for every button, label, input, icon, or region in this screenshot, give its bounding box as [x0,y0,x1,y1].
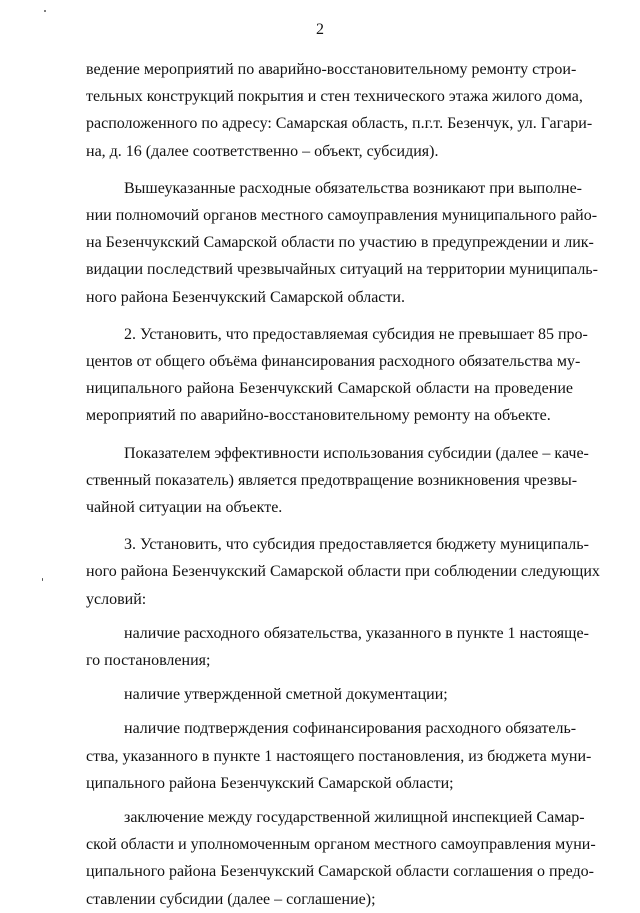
text-line: видации последствий чрезвычайных ситуаций на территории муниципаль- [86,261,598,279]
text-line: на, д. 16 (далее соответственно – объект, субсидия). [86,142,439,160]
text-line: ственный показатель) является предотвращение возникновения чрезвы- [86,471,578,489]
text-line: расположенного по адресу: Самарская область, п.г.т. Безенчук, ул. Гагари- [86,115,593,133]
text-line: ного района Безенчукский Самарской области. [86,288,405,306]
text-line: ставлении субсидии (далее – соглашение); [86,890,376,908]
text-line: го постановления; [86,652,211,670]
text-line: ного района Безенчукский Самарской области при соблюдении следующих [86,563,600,581]
text-line: наличие подтверждения софинансирования расходного обязатель- [124,720,577,738]
paragraph-continuation [86,56,593,165]
text-line: тельных конструкций покрытия и стен технического этажа жилого дома, [86,88,583,106]
text-line: ской области и уполномоченным органом местного самоуправления муни- [86,836,596,854]
scan-speck [44,10,46,12]
text-line: 3. Установить, что субсидия предоставляется бюджету муниципаль- [124,536,589,554]
text-line: Показателем эффективности использования субсидии (далее – каче- [124,444,589,462]
text-line: наличие утвержденной сметной документации; [124,686,448,704]
text-line: ципального района Безенчукский Самарской области соглашения о предо- [86,863,594,881]
text-line: ства, указанного в пункте 1 настоящего постановления, из бюджета муни- [86,747,592,765]
condition-item [86,804,596,913]
paragraph-item-3 [86,531,600,613]
text-line: наличие расходного обязательства, указанного в пункте 1 настояще- [124,624,589,642]
text-line: нии полномочий органов местного самоуправления муниципального райо- [86,207,598,225]
text-line: на Безенчукский Самарской области по участию в предупреждении и лик- [86,234,594,252]
document-body [86,56,600,913]
text-line: заключение между государственной жилищной инспекцией Самар- [124,809,585,827]
text-line: ципального района Безенчукский Самарской области; [86,774,454,792]
condition-item [86,620,589,674]
text-line: ниципального района Безенчукский Самарской области на проведение [86,380,573,398]
text-line: 2. Установить, что предоставляемая субсидия не превышает 85 про- [124,325,588,343]
text-line: центов от общего объёма финансирования расходного обязательства му- [86,353,581,371]
text-line: условий: [86,590,147,608]
text-line: чайной ситуации на объекте. [86,499,283,517]
paragraph-indicator [86,440,589,522]
paragraph-obligations [86,175,598,311]
paragraph-item-2 [86,321,588,430]
text-line: Вышеуказанные расходные обязательства возникают при выполне- [124,179,582,197]
condition-item [86,681,573,708]
text-line: ведение мероприятий по аварийно-восстановительному ремонту строи- [86,61,577,78]
page-number: 2 [316,21,324,38]
scan-speck [42,578,43,581]
text-line: мероприятий по аварийно-восстановительному ремонту на объекте. [86,407,551,425]
condition-item [86,715,592,797]
